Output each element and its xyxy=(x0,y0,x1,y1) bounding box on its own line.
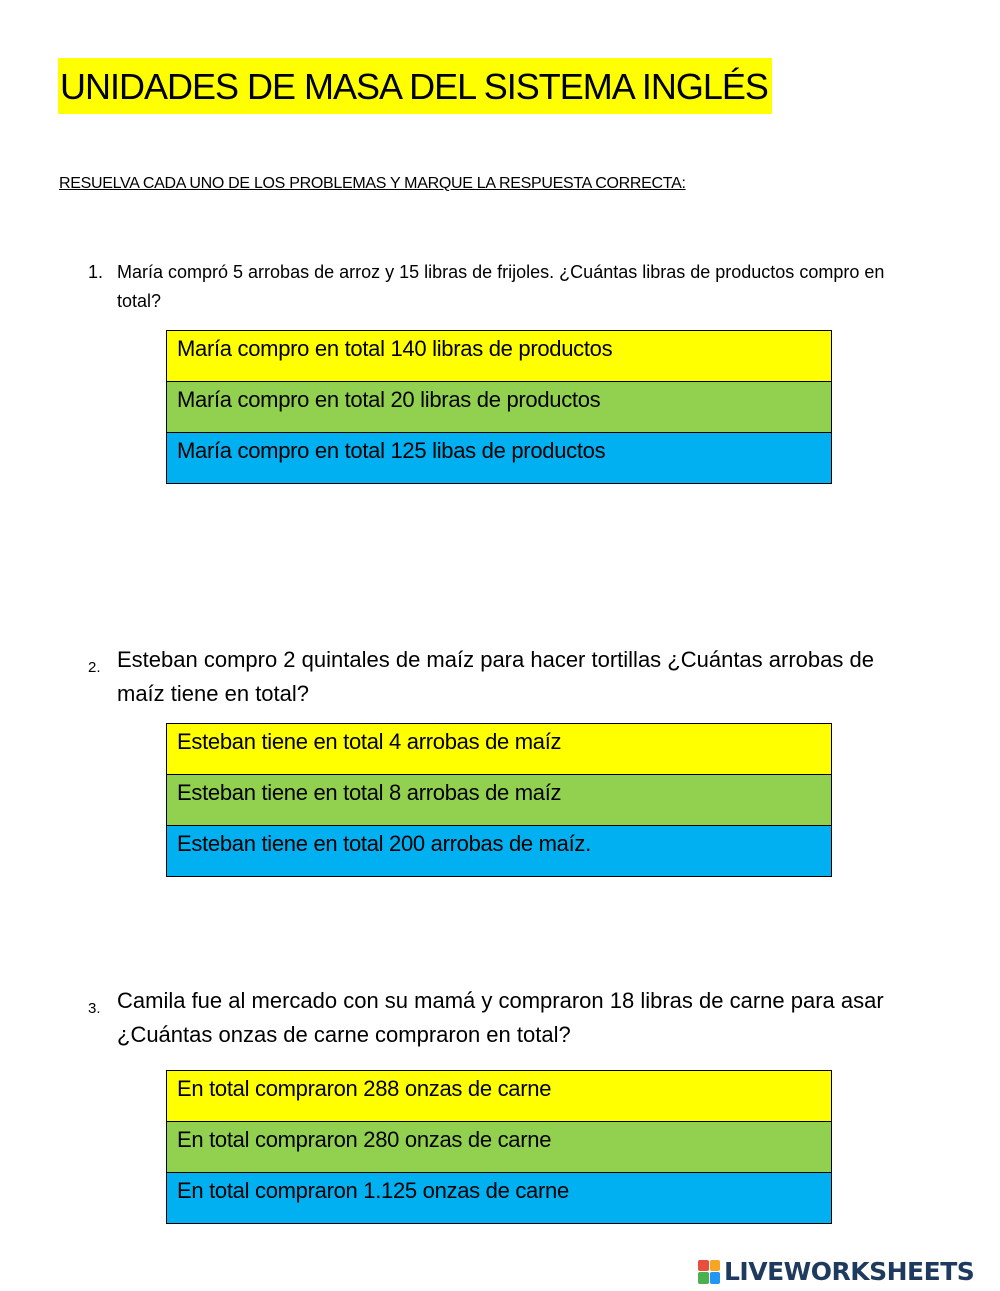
liveworksheets-logo-icon xyxy=(698,1260,720,1284)
question-number: 2. xyxy=(88,659,101,676)
question-2 xyxy=(88,643,918,711)
brand-logo xyxy=(698,1257,974,1286)
answer-option[interactable]: Esteban tiene en total 8 arrobas de maíz xyxy=(167,775,831,826)
question-text: Camila fue al mercado con su mamá y compraron 18 libras de carne para asar ¿Cuántas onzas de carne compraron en total? xyxy=(117,988,884,1047)
question-number: 1. xyxy=(88,262,104,282)
question-3 xyxy=(88,984,918,1052)
instructions: RESUELVA CADA UNO DE LOS PROBLEMAS Y MARQUE LA RESPUESTA CORRECTA: xyxy=(59,175,686,192)
answer-option[interactable]: En total compraron 280 onzas de carne xyxy=(167,1122,831,1173)
answer-option[interactable]: María compro en total 20 libras de productos xyxy=(167,382,831,433)
answer-option[interactable]: Esteban tiene en total 4 arrobas de maíz xyxy=(167,724,831,775)
answer-option[interactable]: María compro en total 140 libras de productos xyxy=(167,331,831,382)
answer-option[interactable]: En total compraron 288 onzas de carne xyxy=(167,1071,831,1122)
question-text: María compró 5 arrobas de arroz y 15 libras de frijoles. ¿Cuántas libras de productos compro en total? xyxy=(117,262,885,311)
question-text: Esteban compro 2 quintales de maíz para hacer tortillas ¿Cuántas arrobas de maíz tiene en total? xyxy=(117,647,874,706)
answer-options-3 xyxy=(166,1070,832,1224)
question-number: 3. xyxy=(88,1000,101,1017)
page-title: UNIDADES DE MASA DEL SISTEMA INGLÉS xyxy=(58,58,772,114)
answer-option[interactable]: María compro en total 125 libas de productos xyxy=(167,433,831,484)
answer-options-1 xyxy=(166,330,832,484)
answer-options-2 xyxy=(166,723,832,877)
question-1 xyxy=(88,258,918,316)
brand-name: LIVEWORKSHEETS xyxy=(724,1257,975,1286)
answer-option[interactable]: Esteban tiene en total 200 arrobas de maíz. xyxy=(167,826,831,877)
answer-option[interactable]: En total compraron 1.125 onzas de carne xyxy=(167,1173,831,1224)
